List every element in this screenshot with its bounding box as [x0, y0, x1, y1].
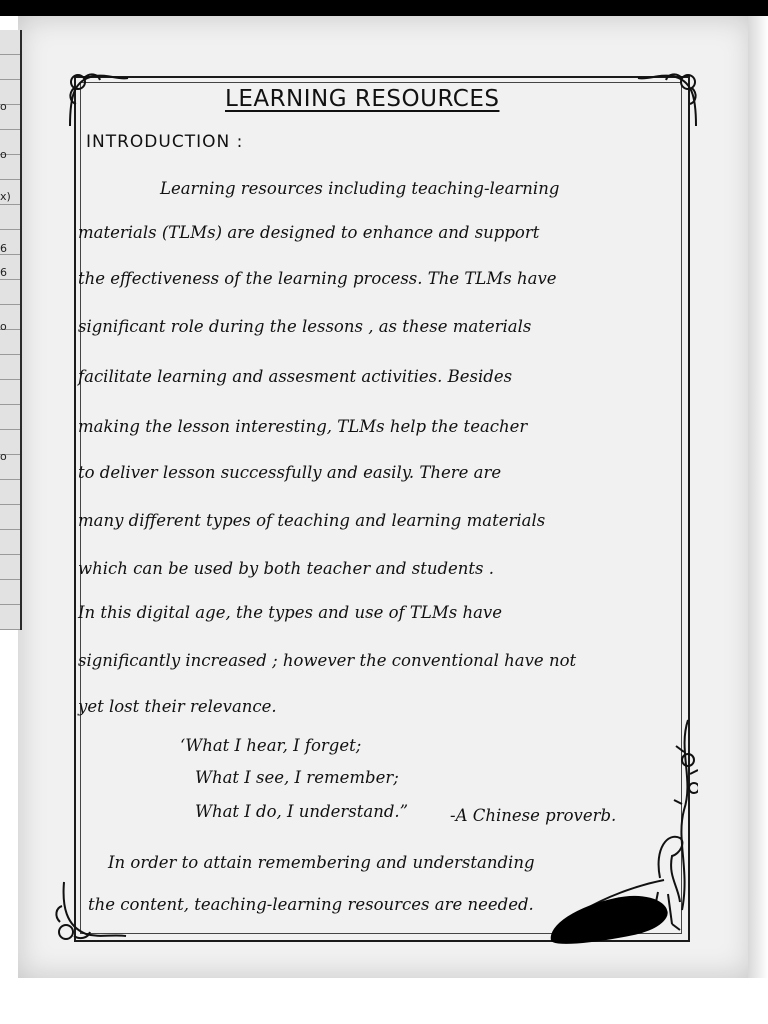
text-line: facilitate learning and assesment activities. Besides — [78, 366, 513, 386]
text-line: significant role during the lessons , as these materials — [78, 316, 532, 336]
bottom-margin — [0, 978, 768, 1024]
quote-line: ‘What I hear, I forget; — [180, 736, 362, 755]
page-edge-shadow — [748, 16, 768, 978]
text-line: significantly increased ; however the conventional have not — [78, 650, 577, 670]
text-line: the effectiveness of the learning process. The TLMs have — [78, 268, 557, 288]
text-line: many different types of teaching and learning materials — [78, 510, 546, 530]
quote-line: What I do, I understand.” — [195, 802, 409, 821]
text-line: In this digital age, the types and use of TLMs have — [78, 602, 502, 622]
text-line: materials (TLMs) are designed to enhance and support — [78, 222, 540, 242]
text-line: Learning resources including teaching-learning — [160, 178, 560, 198]
page-title: LEARNING RESOURCES — [225, 86, 500, 112]
margin-mark: 6 — [0, 242, 7, 255]
top-dark-band — [0, 0, 768, 16]
margin-mark: x) — [0, 190, 11, 203]
margin-mark: 6 — [0, 266, 7, 279]
text-line: to deliver lesson successfully and easily. There are — [78, 462, 502, 482]
section-heading: INTRODUCTION : — [86, 132, 244, 152]
margin-mark: o — [0, 450, 7, 463]
text-line: the content, teaching-learning resources are needed. — [88, 894, 534, 914]
quote-line: What I see, I remember; — [195, 768, 399, 787]
text-line: yet lost their relevance. — [78, 696, 277, 716]
margin-mark: o — [0, 148, 7, 161]
text-line: which can be used by both teacher and students . — [78, 558, 494, 578]
margin-mark: o — [0, 100, 7, 113]
corner-flourish-icon — [632, 66, 702, 136]
text-line: In order to attain remembering and understanding — [108, 852, 535, 872]
quote-attribution: -A Chinese proverb. — [450, 806, 617, 825]
corner-flourish-icon — [64, 66, 134, 136]
adjacent-page-edge — [0, 30, 22, 630]
text-line: making the lesson interesting, TLMs help the teacher — [78, 416, 528, 436]
margin-mark: o — [0, 320, 7, 333]
